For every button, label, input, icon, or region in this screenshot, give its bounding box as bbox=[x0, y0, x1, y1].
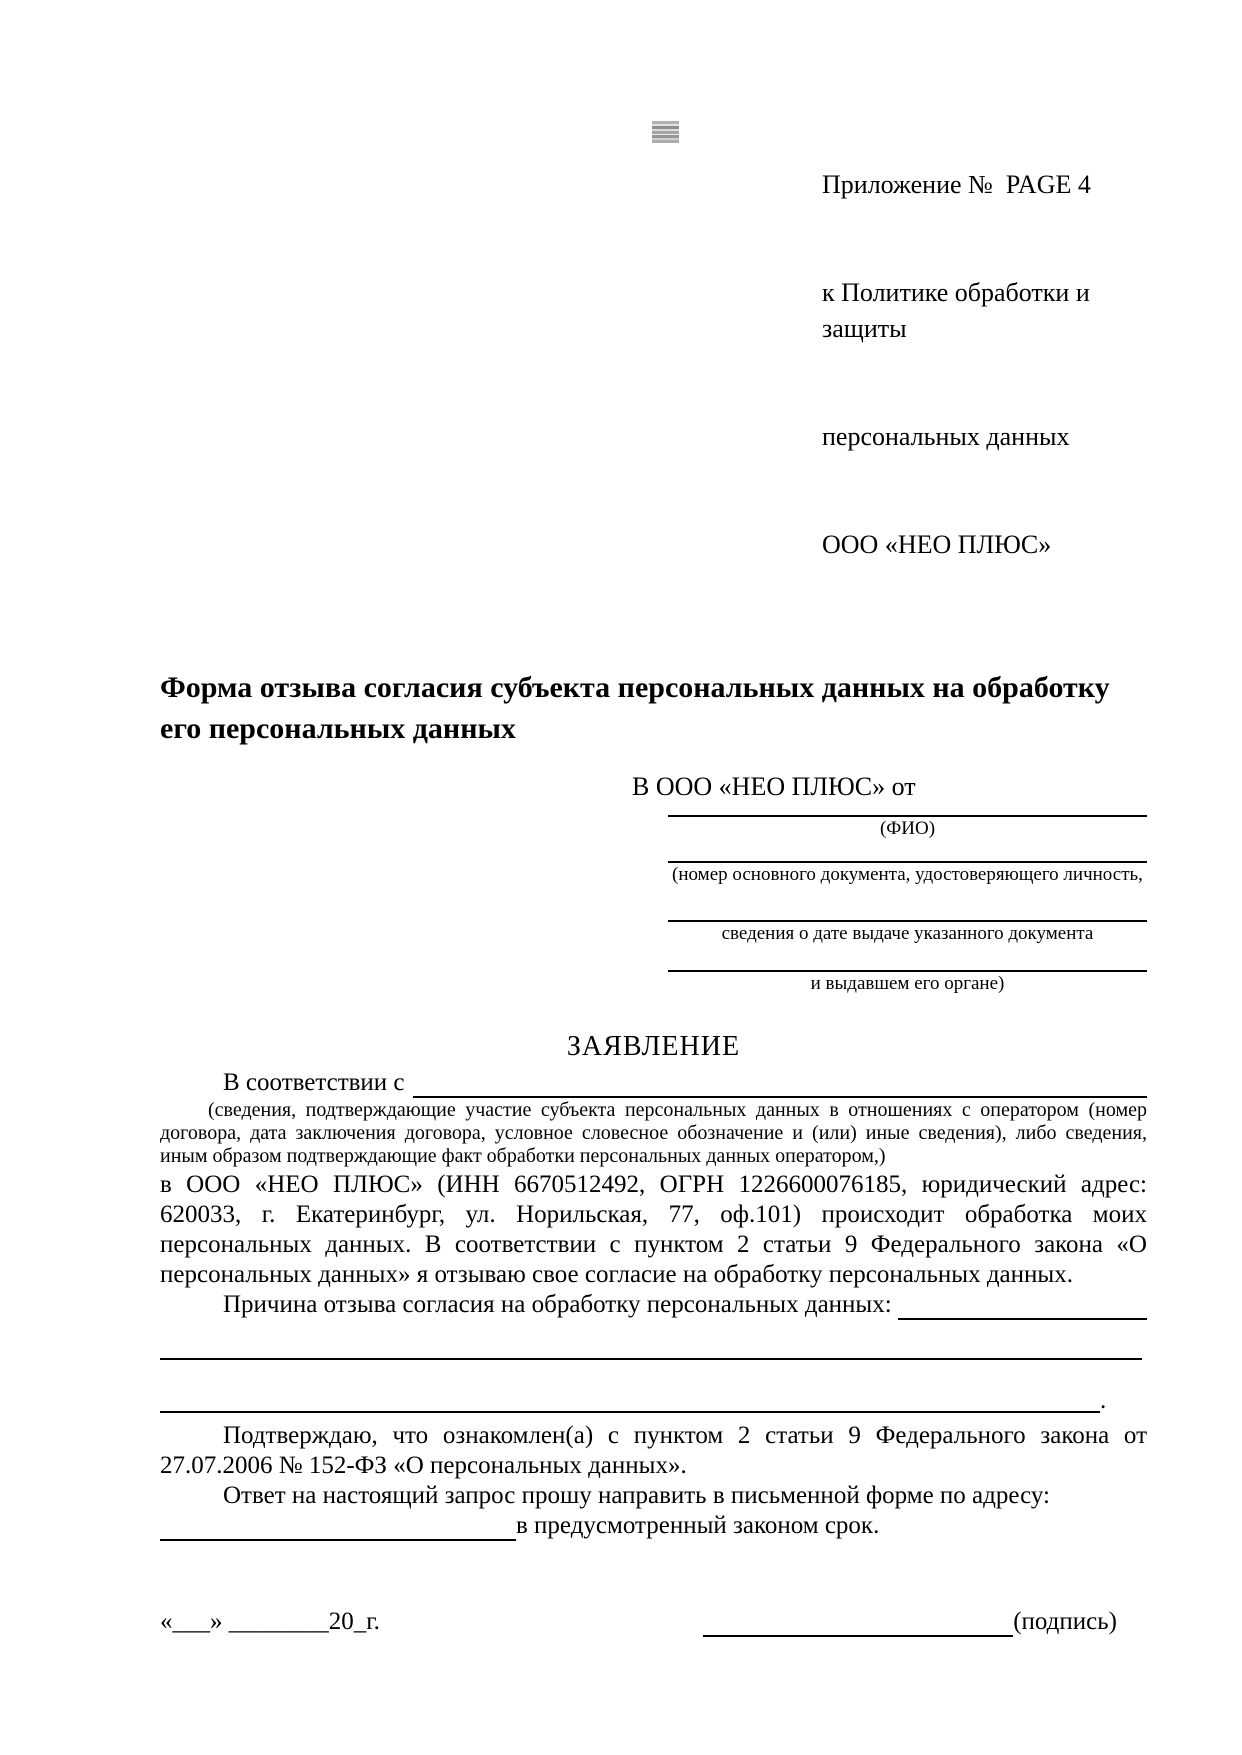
signature-caption: (подпись) bbox=[1013, 1608, 1117, 1635]
reply-request-line: Ответ на настоящий запрос прошу направить в письменной форме по адресу: bbox=[223, 1482, 1050, 1509]
issue-date-caption: сведения о дате выдаче указанного документа bbox=[721, 923, 1094, 944]
reason-prefix: Причина отзыва согласия на обработку персональных данных: bbox=[223, 1291, 892, 1318]
reply-address-blank-line bbox=[160, 1513, 516, 1541]
addressee-block bbox=[620, 771, 1147, 995]
appendix-line-1: Приложение № PAGE 4 bbox=[822, 170, 1091, 199]
blank-line-period: . bbox=[1100, 1387, 1107, 1414]
statement-heading: ЗАЯВЛЕНИЕ bbox=[566, 1031, 741, 1062]
reply-address-row bbox=[160, 1511, 1147, 1541]
intro-footnote: (сведения, подтверждающие участие субъекта персональных данных в отношениях с оператором (номер договора, дата заключения договора, условное словесное обозначение и (или) иные сведения), либо сведения, иным образом подтверждающие факт обработки персональных данных оператором,) bbox=[160, 1099, 1147, 1167]
fio-caption: (ФИО) bbox=[879, 818, 936, 839]
reason-blank-line-3 bbox=[160, 1387, 1100, 1413]
confirmation-paragraph: Подтверждаю, что ознакомлен(а) с пунктом 2 статьи 9 Федерального закона от 27.07.2006 № 152-ФЗ «О персональных данных». bbox=[160, 1422, 1147, 1479]
reason-blank-line bbox=[898, 1292, 1147, 1320]
appendix-line-3: персональных данных bbox=[822, 422, 1070, 451]
document-number-caption: (номер основного документа, удостоверяющего личность, bbox=[672, 864, 1143, 885]
appendix-line-4: ООО «НЕО ПЛЮС» bbox=[822, 530, 1052, 559]
intro-row bbox=[160, 1068, 1147, 1098]
document-title: Форма отзыва согласия субъекта персональных данных на обработку его персональных данных bbox=[160, 671, 1110, 745]
date-signature-row bbox=[160, 1607, 1147, 1637]
statement-body: в ООО «НЕО ПЛЮС» (ИНН 6670512492, ОГРН 1226600076185, юридический адрес: 620033, г. Екатеринбург, ул. Норильская, 77, оф.101) происходит обработка моих персональных данных. В соответствии с пунктом 2 статьи 9 Федерального закона «О персональных данных» я отзываю свое согласие на обработку персональных данных. bbox=[160, 1171, 1147, 1288]
reason-blank-row-3 bbox=[160, 1387, 1147, 1413]
signature-blank-line bbox=[703, 1609, 1013, 1637]
date-blank: «___» ________20_г. bbox=[160, 1608, 380, 1635]
gray-smudge-artifact bbox=[652, 121, 679, 143]
appendix-line-2: к Политике обработки и защиты bbox=[822, 278, 1097, 343]
reply-suffix: в предусмотренный законом срок. bbox=[516, 1512, 880, 1539]
signature-group bbox=[703, 1607, 1117, 1637]
reason-row bbox=[160, 1290, 1147, 1320]
addressee-to-line: В ООО «НЕО ПЛЮС» от bbox=[632, 772, 916, 801]
intro-prefix: В соответствии с bbox=[223, 1069, 405, 1096]
reason-blank-line-2 bbox=[160, 1358, 1142, 1360]
intro-blank-line bbox=[413, 1070, 1147, 1098]
appendix-header bbox=[822, 95, 1147, 635]
issuing-authority-caption: и выдавшем его органе) bbox=[810, 973, 1005, 994]
